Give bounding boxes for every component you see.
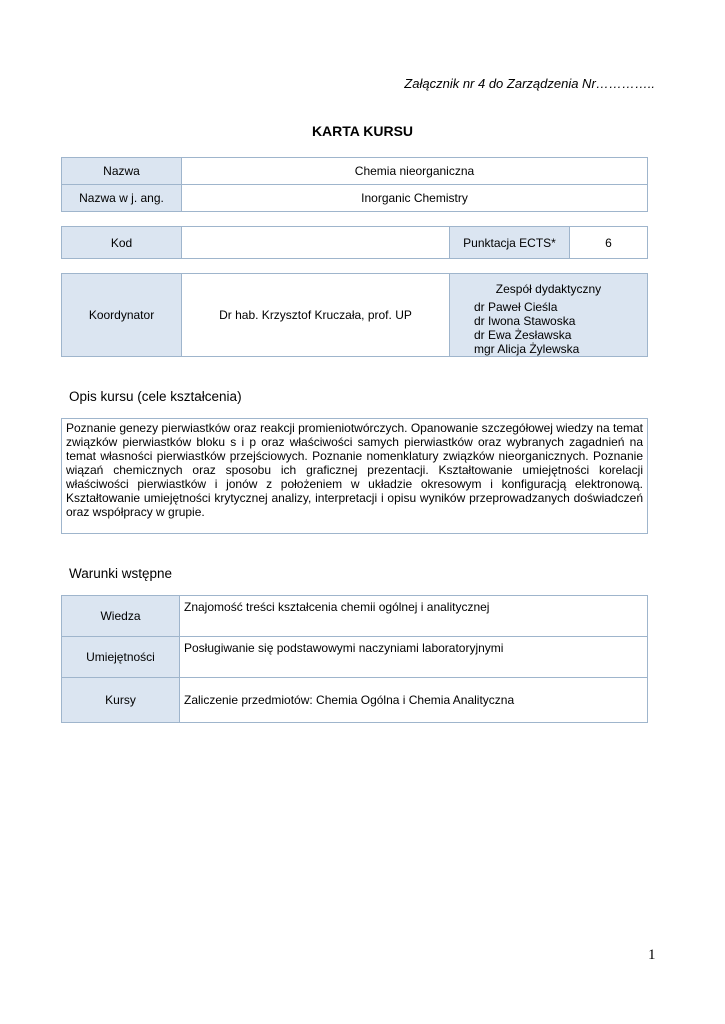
ects-label: Punktacja ECTS*: [450, 227, 570, 259]
teaching-team-list: [474, 300, 647, 356]
list-item: dr Paweł Cieśla: [474, 300, 558, 314]
list-item: dr Ewa Żesławska: [474, 328, 572, 342]
code-table: [61, 226, 648, 259]
knowledge-label: Wiedza: [62, 596, 180, 637]
teaching-team-label: Zespół dydaktyczny: [495, 282, 602, 296]
coordinator-value: Dr hab. Krzysztof Kruczała, prof. UP: [182, 274, 450, 357]
coordinator-label: Koordynator: [62, 274, 182, 357]
teaching-team-cell: [450, 274, 648, 357]
description-heading: Opis kursu (cele kształcenia): [69, 389, 242, 404]
table-row: [62, 678, 648, 723]
name-label: Nazwa: [62, 158, 182, 185]
courses-value: Zaliczenie przedmiotów: Chemia Ogólna i Chemia Analityczna: [180, 678, 648, 723]
code-value: [182, 227, 450, 259]
table-row: [62, 637, 648, 678]
table-row: [62, 185, 648, 212]
course-names-table: [61, 157, 648, 212]
description-text: Poznanie genezy pierwiastków oraz reakcji promieniotwórczych. Opanowanie szczegółowej wiedzy na temat związków pierwiastków bloku s i p oraz właściwości samych pierwiastków oraz wybranych zagadnień na temat własności pierwiastków przejściowych. Poznanie nomenklatury związków nieorganicznych. Poznanie wiązań chemicznych oraz sposobu ich graficznej prezentacji. Kształtowanie umiejętności korelacji właściwości pierwiastków i jonów z położeniem w układzie okresowym i konfiguracją elektronową. Kształtowanie umiejętności krytycznej analizy, interpretacji i opisu wyników przeprowadzanych doświadczeń oraz współpracy w grupie.: [61, 418, 648, 534]
list-item: mgr Alicja Żylewska: [474, 342, 580, 356]
courses-label: Kursy: [62, 678, 180, 723]
knowledge-value: Znajomość treści kształcenia chemii ogólnej i analitycznej: [180, 596, 648, 637]
annex-reference: Załącznik nr 4 do Zarządzenia Nr…………..: [404, 76, 655, 91]
code-label: Kod: [62, 227, 182, 259]
table-row: [62, 227, 648, 259]
coordinator-table: [61, 273, 648, 357]
table-row: [62, 158, 648, 185]
list-item: dr Iwona Stawoska: [474, 314, 576, 328]
table-row: [62, 274, 648, 357]
name-en-value: Inorganic Chemistry: [182, 185, 648, 212]
ects-value: 6: [570, 227, 648, 259]
page-number: 1: [648, 947, 656, 963]
skills-value: Posługiwanie się podstawowymi naczyniami laboratoryjnymi: [180, 637, 648, 678]
prerequisites-heading: Warunki wstępne: [69, 566, 173, 581]
name-en-label: Nazwa w j. ang.: [62, 185, 182, 212]
document-title: KARTA KURSU: [311, 123, 414, 139]
prerequisites-table: [61, 595, 648, 723]
table-row: [62, 596, 648, 637]
name-value: Chemia nieorganiczna: [182, 158, 648, 185]
skills-label: Umiejętności: [62, 637, 180, 678]
